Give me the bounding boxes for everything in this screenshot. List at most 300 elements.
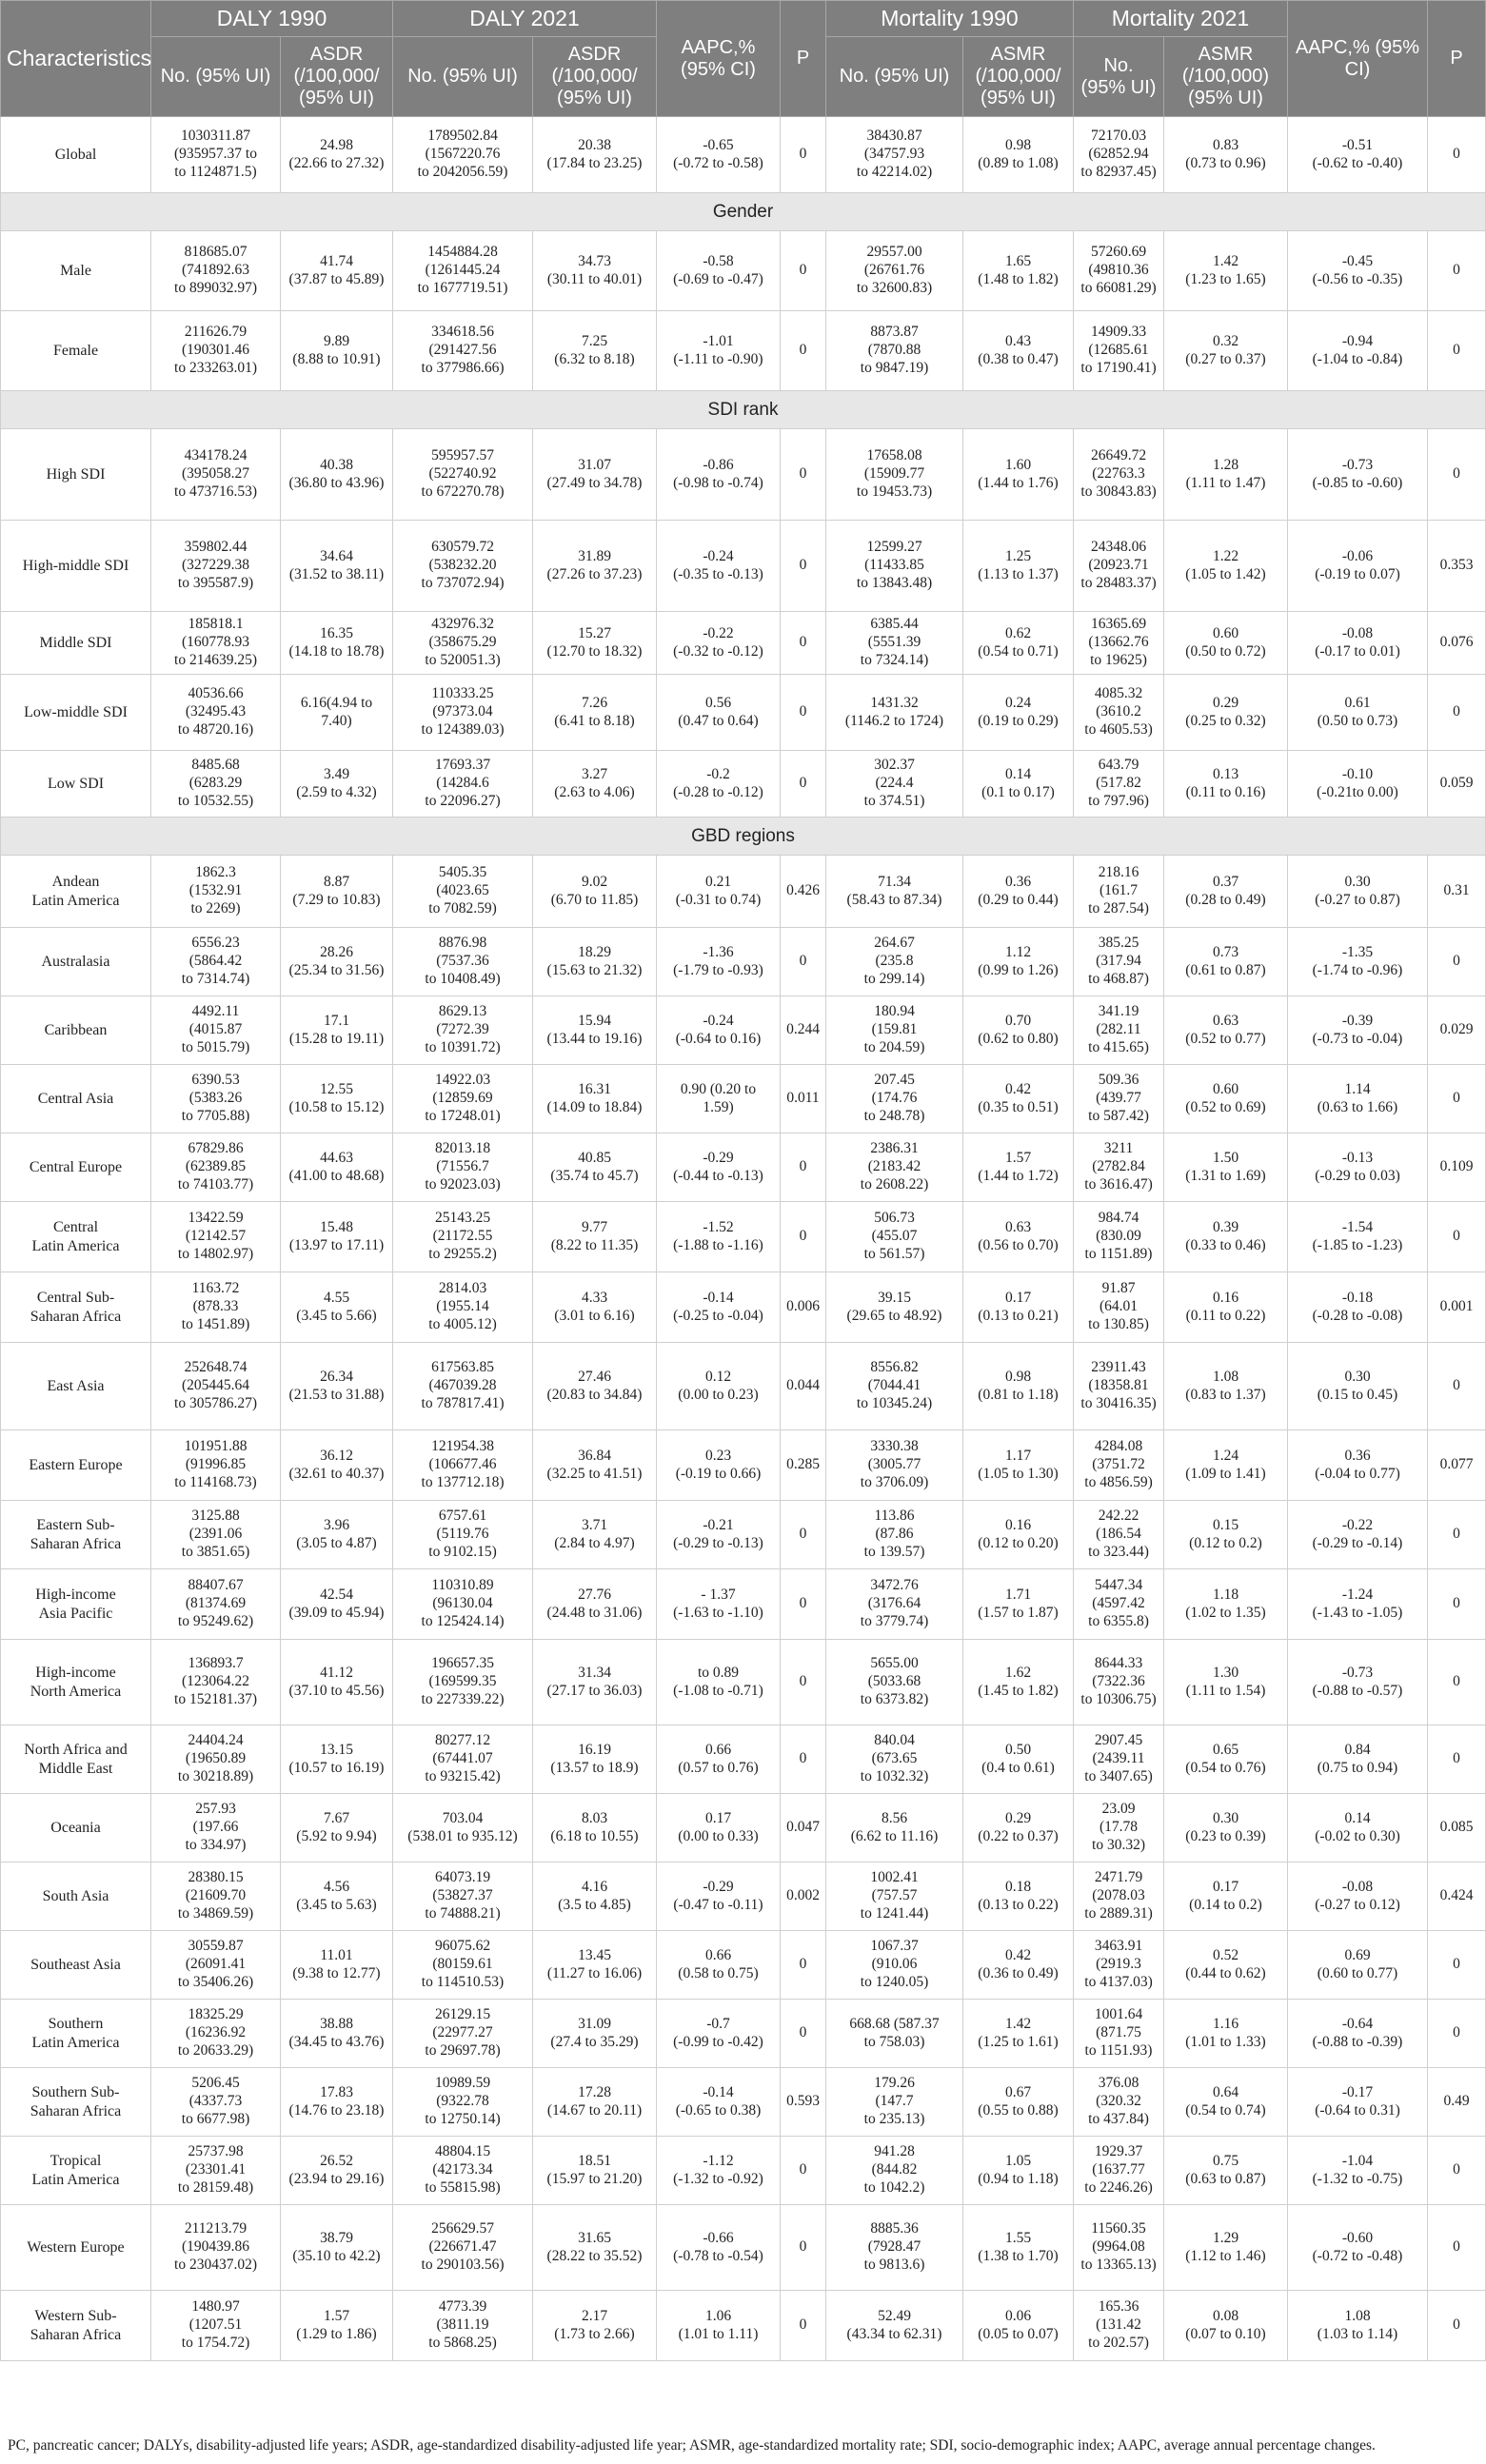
mortality-1990-no-cell xyxy=(826,856,963,928)
cell-line: (2.59 to 4.32) xyxy=(296,783,377,800)
cell-line: to 1240.05) xyxy=(860,1973,929,1990)
mortality-p-cell xyxy=(1428,1272,1486,1343)
header-mortality-2021-asmr: ASMR (/100,000) (95% UI) xyxy=(1164,37,1288,117)
mortality-1990-asmr-cell xyxy=(963,2291,1074,2361)
mortality-2021-asmr-cell xyxy=(1164,2205,1288,2291)
cell-line: 3330.38 xyxy=(870,1438,919,1455)
daly-2021-no-cell xyxy=(393,1065,533,1133)
cell-line: 136893.7 xyxy=(188,1655,244,1672)
daly-2021-no-cell xyxy=(393,429,533,521)
table-body xyxy=(1,117,1486,2361)
mortality-p-cell xyxy=(1428,1640,1486,1725)
cell-line: 0 xyxy=(1453,1750,1460,1767)
daly-p-cell xyxy=(781,1343,826,1430)
daly-2021-no-cell xyxy=(393,928,533,996)
daly-1990-no-cell xyxy=(151,612,281,675)
mortality-2021-no-cell xyxy=(1074,1640,1164,1725)
cell-line: 0.98 xyxy=(1004,136,1032,153)
cell-line: (18358.81 xyxy=(1088,1377,1149,1394)
daly-1990-no-cell xyxy=(151,2000,281,2068)
cell-line: (-1.74 to -0.96) xyxy=(1312,961,1403,978)
cell-line: 1.71 xyxy=(1004,1586,1032,1603)
cell-line: to 1032.32) xyxy=(860,1767,929,1784)
cell-line: (28.22 to 35.52) xyxy=(546,2247,643,2264)
mortality-p-cell xyxy=(1428,1065,1486,1133)
cell-line: (131.42 xyxy=(1096,2316,1141,2334)
cell-line: 1.65 xyxy=(1004,252,1032,269)
cell-line: 5405.35 xyxy=(438,864,487,881)
cell-line: to 374.51) xyxy=(863,792,925,809)
cell-line: (517.82 xyxy=(1096,775,1141,792)
cell-line: to 3851.65) xyxy=(181,1543,250,1560)
mortality-aapc-cell xyxy=(1288,1725,1428,1794)
cell-line: 2471.79 xyxy=(1094,1869,1143,1886)
cell-line: 2386.31 xyxy=(870,1140,919,1157)
cell-line: to 13843.48) xyxy=(856,574,933,591)
cell-line: (-1.32 to -0.92) xyxy=(673,2170,763,2187)
cell-line: (22.66 to 27.32) xyxy=(288,154,385,171)
cell-line: 211213.79 xyxy=(184,2220,248,2237)
cell-line: 196657.35 xyxy=(431,1655,494,1672)
cell-line: (-0.56 to -0.35) xyxy=(1312,270,1403,287)
daly-1990-no-cell xyxy=(151,2068,281,2137)
cell-line: (6.70 to 11.85) xyxy=(550,891,639,908)
cell-line: 88407.67 xyxy=(188,1577,244,1594)
cell-line: to 3706.09) xyxy=(860,1473,929,1490)
daly-p-cell xyxy=(781,1640,826,1725)
mortality-1990-no-cell xyxy=(826,1931,963,2000)
table-row xyxy=(1,1202,1486,1272)
cell-line: 0.424 xyxy=(1439,1887,1474,1904)
mortality-2021-no-cell xyxy=(1074,521,1164,612)
cell-line: (8.88 to 10.91) xyxy=(292,350,381,367)
section-heading: Gender xyxy=(1,193,1486,231)
cell-line: 1.08 xyxy=(1212,1368,1239,1385)
row-label: Australasia xyxy=(1,928,151,996)
cell-line: 0.39 xyxy=(1212,1218,1239,1235)
daly-p-cell xyxy=(781,1202,826,1272)
cell-line: 1.62 xyxy=(1004,1664,1032,1681)
mortality-aapc-cell xyxy=(1288,675,1428,751)
cell-line: (0.36 to 0.49) xyxy=(978,1964,1059,1981)
cell-line: (0.60 to 0.77) xyxy=(1317,1964,1398,1981)
mortality-p-cell xyxy=(1428,1501,1486,1569)
cell-line: to 114168.73) xyxy=(174,1473,257,1490)
mortality-2021-asmr-cell xyxy=(1164,231,1288,311)
cell-line: 0.044 xyxy=(786,1377,820,1394)
cell-line: -1.54 xyxy=(1341,1218,1374,1235)
cell-line: (1.02 to 1.35) xyxy=(1185,1604,1266,1621)
cell-line: (23301.41 xyxy=(185,2161,247,2178)
mortality-p-cell xyxy=(1428,117,1486,193)
cell-line: 48804.15 xyxy=(434,2143,491,2160)
mortality-2021-no-cell xyxy=(1074,2000,1164,2068)
cell-line: (161.7 xyxy=(1099,882,1139,899)
daly-2021-asdr-cell xyxy=(533,928,657,996)
mortality-2021-asmr-cell xyxy=(1164,1202,1288,1272)
mortality-2021-asmr-cell xyxy=(1164,2000,1288,2068)
daly-2021-asdr-cell xyxy=(533,856,657,928)
cell-line: (3.45 to 5.63) xyxy=(296,1896,377,1913)
table-row xyxy=(1,521,1486,612)
cell-line: (10.58 to 15.12) xyxy=(288,1098,385,1115)
cell-line: 14922.03 xyxy=(434,1072,491,1089)
cell-line: to 561.57) xyxy=(863,1245,925,1262)
cell-line: (282.11 xyxy=(1096,1021,1141,1038)
cell-line: (11433.85 xyxy=(864,557,924,574)
daly-2021-asdr-cell xyxy=(533,1430,657,1501)
daly-1990-no-cell xyxy=(151,1725,281,1794)
daly-p-cell xyxy=(781,1794,826,1863)
cell-line: to 48720.16) xyxy=(177,720,254,738)
daly-2021-no-cell xyxy=(393,1569,533,1640)
daly-1990-asdr-cell xyxy=(281,1065,393,1133)
cell-line: (3811.19 xyxy=(436,2316,489,2334)
cell-line: 11.01 xyxy=(320,1946,353,1963)
daly-aapc-cell xyxy=(657,1640,781,1725)
cell-line: 16.19 xyxy=(578,1741,611,1758)
cell-line: 0.65 xyxy=(1212,1741,1239,1758)
mortality-2021-no-cell xyxy=(1074,231,1164,311)
cell-line: -0.18 xyxy=(1341,1289,1374,1306)
daly-p-cell xyxy=(781,675,826,751)
cell-line: 0.29 xyxy=(1212,694,1239,711)
daly-1990-asdr-cell xyxy=(281,1794,393,1863)
cell-line: (20.83 to 34.84) xyxy=(546,1386,643,1403)
cell-line: 9.02 xyxy=(581,873,608,890)
mortality-2021-no-cell xyxy=(1074,1794,1164,1863)
cell-line: to 323.44) xyxy=(1088,1543,1149,1560)
cell-line: (190439.86 xyxy=(181,2238,250,2256)
cell-line: to 6677.98) xyxy=(181,2110,250,2127)
daly-2021-no-cell xyxy=(393,521,533,612)
cell-line: (123064.22 xyxy=(181,1673,250,1690)
cell-line: 0.52 xyxy=(1212,1946,1239,1963)
cell-line: 0.63 xyxy=(1212,1012,1239,1029)
cell-line: to 95249.62) xyxy=(177,1612,254,1629)
cell-line: (2391.06 xyxy=(188,1526,243,1543)
cell-line: 595957.57 xyxy=(431,447,494,464)
mortality-2021-asmr-cell xyxy=(1164,1343,1288,1430)
daly-aapc-cell xyxy=(657,2000,781,2068)
table-row xyxy=(1,429,1486,521)
mortality-1990-asmr-cell xyxy=(963,856,1074,928)
cell-line: 0.17 xyxy=(1004,1289,1032,1306)
cell-line: (21.53 to 31.88) xyxy=(288,1386,385,1403)
cell-line: (25.34 to 31.56) xyxy=(288,961,385,978)
daly-p-cell xyxy=(781,1133,826,1202)
mortality-p-cell xyxy=(1428,231,1486,311)
daly-2021-asdr-cell xyxy=(533,751,657,818)
cell-line: (-1.32 to -0.75) xyxy=(1312,2170,1403,2187)
mortality-2021-asmr-cell xyxy=(1164,1794,1288,1863)
cell-line: 0.077 xyxy=(1439,1456,1474,1473)
daly-aapc-cell xyxy=(657,856,781,928)
cell-line: (169599.35 xyxy=(428,1673,497,1690)
cell-line: 0.17 xyxy=(704,1809,732,1826)
mortality-1990-asmr-cell xyxy=(963,675,1074,751)
cell-line: 38430.87 xyxy=(866,128,922,145)
cell-line: 1163.72 xyxy=(191,1280,240,1297)
cell-line: (0.81 to 1.18) xyxy=(978,1386,1059,1403)
cell-line: (24.48 to 31.06) xyxy=(546,1604,643,1621)
cell-line: (15909.77 xyxy=(863,465,925,483)
cell-line: to 1042.2) xyxy=(863,2178,925,2196)
mortality-2021-no-cell xyxy=(1074,675,1164,751)
mortality-p-cell xyxy=(1428,996,1486,1065)
row-label: North Africa and Middle East xyxy=(1,1725,151,1794)
mortality-1990-asmr-cell xyxy=(963,996,1074,1065)
mortality-1990-no-cell xyxy=(826,311,963,391)
cell-line: 0.30 xyxy=(1344,1368,1371,1385)
cell-line: (-0.98 to -0.74) xyxy=(673,474,763,491)
cell-line: to 672270.78) xyxy=(421,483,505,500)
header-daly-p: P xyxy=(781,1,826,117)
table-row xyxy=(1,1272,1486,1343)
cell-line: (62852.94 xyxy=(1088,146,1149,163)
cell-line: (0.19 to 0.29) xyxy=(978,712,1059,729)
cell-line: 41.12 xyxy=(320,1664,353,1681)
daly-1990-no-cell xyxy=(151,1569,281,1640)
mortality-p-cell xyxy=(1428,311,1486,391)
cell-line: (327229.38 xyxy=(181,557,250,574)
cell-line: 40.85 xyxy=(578,1149,611,1166)
daly-2021-no-cell xyxy=(393,2000,533,2068)
header-mortality-1990-asmr: ASMR (/100,000/ (95% UI) xyxy=(963,37,1074,117)
cell-line: to 12750.14) xyxy=(425,2110,501,2127)
cell-line: (4337.73 xyxy=(188,2093,243,2110)
cell-line: 376.08 xyxy=(1098,2075,1139,2092)
cell-line: -0.13 xyxy=(1341,1149,1374,1166)
cell-line: 17.28 xyxy=(578,2083,611,2100)
cell-line: 23.09 xyxy=(1101,1801,1136,1818)
cell-line: (0.29 to 0.44) xyxy=(978,891,1059,908)
row-label: Low-middle SDI xyxy=(1,675,151,751)
cell-line: to 468.87) xyxy=(1088,970,1149,987)
cell-line: to 233263.01) xyxy=(174,359,257,376)
cell-line: (22977.27 xyxy=(432,2024,493,2041)
table-row xyxy=(1,1343,1486,1430)
cell-line: 23911.43 xyxy=(1091,1359,1146,1376)
cell-line: 211626.79 xyxy=(184,324,248,341)
daly-2021-asdr-cell xyxy=(533,675,657,751)
cell-line: (1.05 to 1.42) xyxy=(1185,565,1266,582)
mortality-p-cell xyxy=(1428,1133,1486,1202)
cell-line: 15.94 xyxy=(578,1012,611,1029)
cell-line: (1.44 to 1.76) xyxy=(978,474,1059,491)
cell-line: 31.89 xyxy=(578,547,611,564)
mortality-1990-no-cell xyxy=(826,1501,963,1569)
cell-line: (0.14 to 0.2) xyxy=(1189,1896,1262,1913)
daly-1990-asdr-cell xyxy=(281,1640,393,1725)
cell-line: 0.17 xyxy=(1212,1878,1239,1895)
cell-line: (6.18 to 10.55) xyxy=(550,1827,639,1844)
mortality-1990-no-cell xyxy=(826,612,963,675)
section-heading: SDI rank xyxy=(1,391,1486,429)
daly-2021-no-cell xyxy=(393,1202,533,1272)
daly-aapc-cell xyxy=(657,928,781,996)
cell-line: 0 xyxy=(799,262,807,279)
row-label: Andean Latin America xyxy=(1,856,151,928)
mortality-2021-no-cell xyxy=(1074,612,1164,675)
cell-line: 0.66 xyxy=(704,1946,732,1963)
daly-1990-no-cell xyxy=(151,1202,281,1272)
cell-line: 0.006 xyxy=(786,1298,820,1315)
cell-line: 165.36 xyxy=(1098,2298,1139,2316)
cell-line: to 787817.41) xyxy=(421,1394,505,1411)
mortality-1990-asmr-cell xyxy=(963,2000,1074,2068)
cell-line: (2919.3 xyxy=(1096,1956,1141,1973)
daly-1990-asdr-cell xyxy=(281,1931,393,2000)
daly-2021-asdr-cell xyxy=(533,1272,657,1343)
cell-line: (-0.28 to -0.08) xyxy=(1312,1307,1403,1324)
cell-line: 36.84 xyxy=(578,1447,611,1464)
mortality-1990-no-cell xyxy=(826,1065,963,1133)
cell-line: to 29255.2) xyxy=(428,1245,497,1262)
cell-line: 0.24 xyxy=(1004,694,1032,711)
cell-line: (0.15 to 0.45) xyxy=(1317,1386,1398,1403)
cell-line: 0 xyxy=(799,146,807,163)
cell-line: to 0.89 xyxy=(697,1664,740,1681)
mortality-p-cell xyxy=(1428,2000,1486,2068)
cell-line: 0.002 xyxy=(786,1887,820,1904)
cell-line: to 7705.88) xyxy=(181,1107,250,1124)
cell-line: (0.50 to 0.72) xyxy=(1185,642,1266,660)
cell-line: (0.50 to 0.73) xyxy=(1317,712,1398,729)
cell-line: 52.49 xyxy=(878,2307,911,2324)
cell-line: (0.44 to 0.62) xyxy=(1185,1964,1266,1981)
cell-line: (235.8 xyxy=(875,953,914,970)
cell-line: to 248.78) xyxy=(863,1107,925,1124)
cell-line: (37.10 to 45.56) xyxy=(288,1682,385,1699)
cell-line: to 28483.37) xyxy=(1080,574,1157,591)
cell-line: to 437.84) xyxy=(1088,2110,1149,2127)
mortality-1990-asmr-cell xyxy=(963,1640,1074,1725)
cell-line: 0.62 xyxy=(1004,624,1032,641)
cell-line: (1.45 to 1.82) xyxy=(978,1682,1059,1699)
cell-line: 0.60 xyxy=(1212,624,1239,641)
cell-line: 0.085 xyxy=(1439,1819,1474,1836)
cell-line: -0.60 xyxy=(1341,2229,1374,2246)
cell-line: 40.38 xyxy=(320,456,353,473)
cell-line: 17658.08 xyxy=(866,447,922,464)
table-row xyxy=(1,928,1486,996)
cell-line: (538232.20 xyxy=(428,557,497,574)
daly-1990-no-cell xyxy=(151,1931,281,2000)
cell-line: 121954.38 xyxy=(431,1438,494,1455)
cell-line: to 473716.53) xyxy=(174,483,257,500)
mortality-p-cell xyxy=(1428,675,1486,751)
cell-line: 1454884.28 xyxy=(427,244,498,261)
daly-aapc-cell xyxy=(657,231,781,311)
cell-line: (5551.39 xyxy=(867,634,921,651)
table-row xyxy=(1,1430,1486,1501)
daly-2021-asdr-cell xyxy=(533,996,657,1065)
cell-line: -0.17 xyxy=(1341,2083,1374,2100)
cell-line: 0.90 (0.20 to xyxy=(680,1080,757,1097)
cell-line: (37.87 to 45.89) xyxy=(288,270,385,287)
daly-2021-asdr-cell xyxy=(533,1725,657,1794)
cell-line: (-1.79 to -0.93) xyxy=(673,961,763,978)
cell-line: (17.84 to 23.25) xyxy=(546,154,643,171)
header-daly-1990-asdr: ASDR (/100,000/ (95% UI) xyxy=(281,37,393,117)
cell-line: to 3779.74) xyxy=(860,1612,929,1629)
cell-line: (6.62 to 11.16) xyxy=(850,1827,939,1844)
daly-1990-no-cell xyxy=(151,117,281,193)
cell-line: -0.08 xyxy=(1341,1878,1374,1895)
mortality-2021-no-cell xyxy=(1074,2205,1164,2291)
cell-line: (0.11 to 0.22) xyxy=(1185,1307,1266,1324)
daly-p-cell xyxy=(781,996,826,1065)
daly-1990-no-cell xyxy=(151,1794,281,1863)
cell-line: to 2889.31) xyxy=(1084,1904,1153,1922)
mortality-2021-asmr-cell xyxy=(1164,1272,1288,1343)
cell-line: to 2608.22) xyxy=(860,1175,929,1193)
daly-aapc-cell xyxy=(657,1863,781,1931)
cell-line: to 66081.29) xyxy=(1080,279,1157,296)
daly-1990-no-cell xyxy=(151,1640,281,1725)
daly-1990-asdr-cell xyxy=(281,856,393,928)
mortality-1990-asmr-cell xyxy=(963,1931,1074,2000)
cell-line: to 114510.53) xyxy=(421,1973,505,1990)
cell-line: (81374.69 xyxy=(185,1595,247,1612)
cell-line: -0.24 xyxy=(703,547,734,564)
table-footnote: PC, pancreatic cancer; DALYs, disability-adjusted life years; ASDR, age-standardized disability-adjusted life year; ASMR, age-standardized mortality rate; SDI, socio-demographic index; AAPC, average annual percentage changes. xyxy=(8,2437,1376,2454)
cell-line: -0.45 xyxy=(1341,252,1374,269)
daly-p-cell xyxy=(781,117,826,193)
cell-line: (23.94 to 29.16) xyxy=(288,2170,385,2187)
mortality-p-cell xyxy=(1428,429,1486,521)
mortality-aapc-cell xyxy=(1288,1430,1428,1501)
mortality-2021-no-cell xyxy=(1074,1343,1164,1430)
cell-line: 14909.33 xyxy=(1090,324,1147,341)
daly-aapc-cell xyxy=(657,1430,781,1501)
cell-line: (32.61 to 40.37) xyxy=(288,1465,385,1482)
cell-line: 1.12 xyxy=(1004,943,1032,960)
mortality-1990-asmr-cell xyxy=(963,928,1074,996)
cell-line: 1.06 xyxy=(704,2307,732,2324)
row-label: Eastern Europe xyxy=(1,1430,151,1501)
cell-line: 6385.44 xyxy=(870,616,919,633)
mortality-1990-no-cell xyxy=(826,1794,963,1863)
cell-line: to 6355.8) xyxy=(1088,1612,1149,1629)
cell-line: 0.23 xyxy=(704,1447,732,1464)
cell-line: 1.57 xyxy=(1004,1149,1032,1166)
cell-line: 1.42 xyxy=(1004,2015,1032,2032)
cell-line: -0.14 xyxy=(703,1289,734,1306)
cell-line: (-0.35 to -0.13) xyxy=(673,565,763,582)
daly-aapc-cell xyxy=(657,1501,781,1569)
cell-line: (32.25 to 41.51) xyxy=(546,1465,643,1482)
cell-line: (0.11 to 0.16) xyxy=(1185,783,1266,800)
cell-line: (160778.93 xyxy=(181,634,250,651)
mortality-2021-asmr-cell xyxy=(1164,117,1288,193)
cell-line: (147.7 xyxy=(875,2093,914,2110)
cell-line: 30559.87 xyxy=(188,1938,244,1955)
cell-line: 0.18 xyxy=(1004,1878,1032,1895)
cell-line: 0.66 xyxy=(704,1741,732,1758)
cell-line: (6.32 to 8.18) xyxy=(554,350,635,367)
cell-line: -0.94 xyxy=(1341,332,1374,349)
daly-1990-asdr-cell xyxy=(281,1863,393,1931)
cell-line: (205445.64 xyxy=(181,1377,250,1394)
header-daly-2021: DALY 2021 xyxy=(393,1,657,37)
cell-line: (830.09 xyxy=(1096,1228,1141,1245)
cell-line: 0.30 xyxy=(1212,1809,1239,1826)
cell-line: 2907.45 xyxy=(1094,1732,1143,1749)
mortality-aapc-cell xyxy=(1288,1501,1428,1569)
cell-line: (31.52 to 38.11) xyxy=(288,565,385,582)
